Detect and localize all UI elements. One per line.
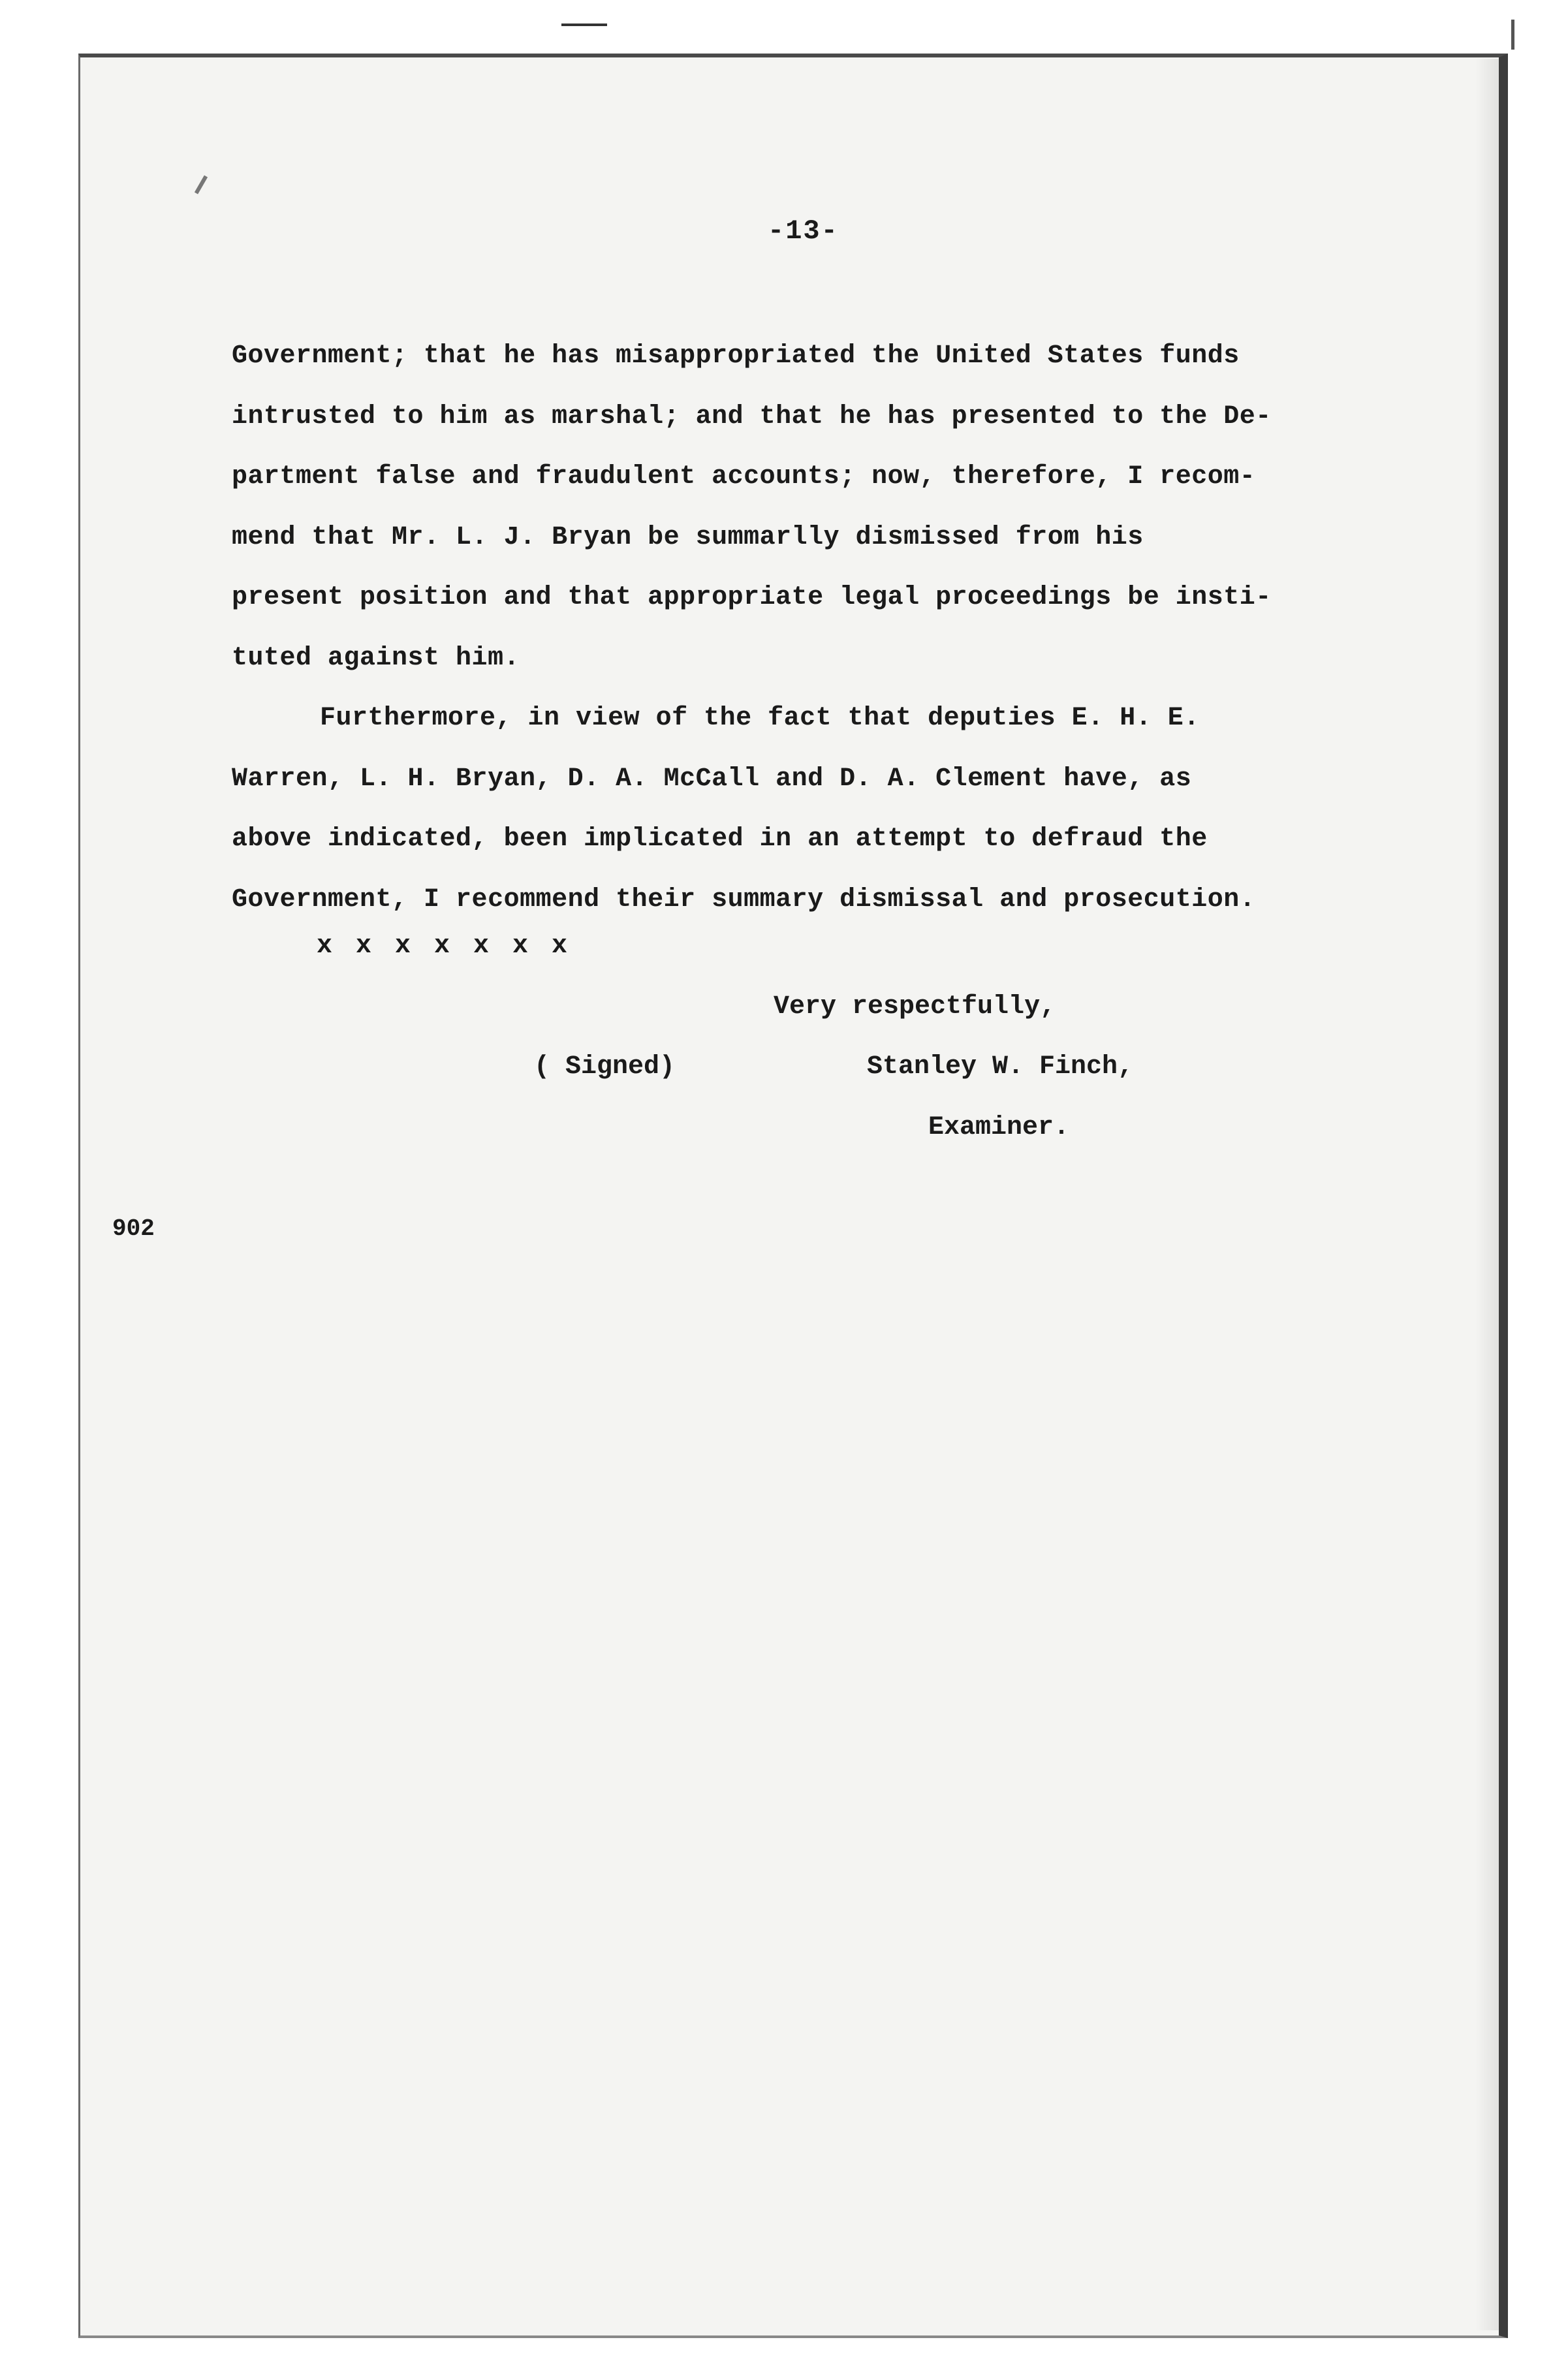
signer-title: Examiner.: [928, 1113, 1070, 1142]
body-line: partment false and fraudulent accounts; now, therefore, I recom-: [232, 462, 1256, 492]
omission-marks: x x x x x x x: [317, 931, 572, 961]
body-line: mend that Mr. L. J. Bryan be summarlly dismissed from his: [232, 522, 1144, 552]
corner-mark: [1511, 20, 1514, 50]
body-line: tuted against him.: [232, 643, 520, 673]
body-line: Government; that he has misappropriated the United States funds: [232, 341, 1240, 371]
signer-name: Stanley W. Finch,: [867, 1052, 1134, 1082]
body-line: present position and that appropriate legal proceedings be insti-: [232, 583, 1272, 612]
body-line: Warren, L. H. Bryan, D. A. McCall and D. A. Clement have, as: [232, 764, 1192, 794]
letter-body: [232, 326, 1407, 930]
page-number: -13-: [768, 215, 839, 247]
page-edge-mark: [561, 23, 607, 26]
body-line: above indicated, been implicated in an attempt to defraud the: [232, 824, 1208, 854]
page-shadow: [1475, 59, 1499, 2330]
closing-salutation: Very respectfully,: [774, 992, 1056, 1022]
signed-label: ( Signed): [534, 1052, 676, 1082]
body-line: intrusted to him as marshal; and that he has presented to the De-: [232, 401, 1272, 431]
body-line: Government, I recommend their summary dismissal and prosecution.: [232, 884, 1256, 914]
margin-number: 902: [112, 1215, 155, 1242]
paragraph-start-line: Furthermore, in view of the fact that deputies E. H. E.: [320, 704, 1200, 733]
